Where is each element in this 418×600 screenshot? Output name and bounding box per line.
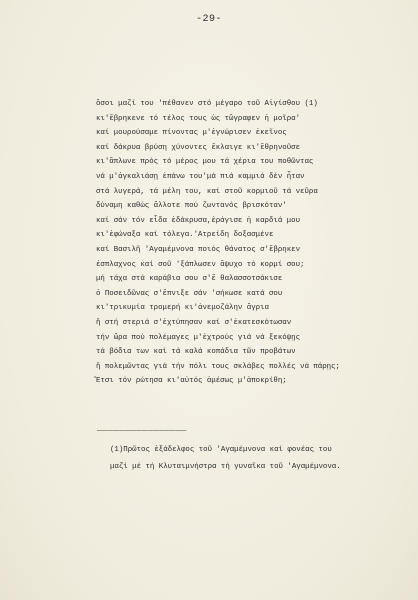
poem-line: κι'τρικυμία τρομερή κι'ἀνεμοζάλην ἄγρια	[96, 304, 269, 313]
poem-line: ἐσπλαχνος καί σοῦ 'ξάπλωσεν ἄψυχο τό κορμί σου;	[96, 260, 305, 269]
page-number: -29-	[195, 14, 222, 25]
poem-line: καί σάν τόν εἶδα ἐδάκρυσα,ἐράγισε ἡ καρδιά μου	[96, 216, 301, 225]
poem-line: καί δάκρυα βρύση χύνοντες ἔκλαιγε κι'ἔθρηνοῦσε	[96, 143, 301, 152]
poem-line: κι'ἅπλωνε πρός τό μέρος μου τά χέρια του ποθῶντας	[96, 158, 314, 167]
poem-line: καί μουρούσαμε πίνοντας μ'ἐγνώρισεν ἐκεῖνος	[96, 129, 287, 138]
poem-line: ὁ Ποσειδῶνας σ'ἔπνιξε σάν 'σήκωσε κατά σου	[96, 289, 283, 298]
poem-line: ἤ πολεμῶντας γιά τήν πόλι τους σκλάβες πολλές νά πάρῃς;	[96, 362, 340, 371]
poem-line: τά βόδια των καί τά καλά κοπάδια τῶν προβάτων	[96, 348, 296, 357]
poem-line: ἤ στή στεριά σ'ἐχτύπησαν καί σ'ἐκατεσκότωσαν	[96, 318, 292, 327]
poem-line: δύναμη καθώς ἄλλοτε πού ζωντανός βρισκόταν'	[96, 202, 287, 211]
poem-line: ὅσοι μαζί του 'πέθανεν στό μέγαρο τοῦ Αἰγίσθου (1)	[96, 100, 318, 108]
footnote-line: μαζί μέ τή Κλυταιμνήστρα τή γυναῖκα τοῦ 'Αγαμέμνονα.	[110, 463, 341, 471]
poem-line: μή τάχα στά καράβια σου σ'ἔ θαλασσοτσάκισε	[96, 275, 283, 284]
poem-line: στά λυγερά, τά μέλη του, καί στοῦ κορμιοῦ τά νεῦρα	[96, 187, 318, 196]
footnote	[110, 442, 410, 476]
poem-line: κι'ἐφώναξα καί τόλεγα.'Ατρείδη δοξασμένε	[96, 231, 274, 240]
poem-line: νά μ'ἀγκαλιάσῃ ἐπάνω του'μά πιά καμμιά δέν ἦταν	[96, 172, 305, 181]
poem-line: Ἔτσι τόν ρώτησα κι'αὐτός ἀμέσως μ'ἀποκρίθη;	[96, 377, 287, 386]
poem-body	[96, 97, 396, 389]
poem-line: τήν ὥρα πού πολέμαγες μ'ἐχτρούς γιά νά ξεκόψῃς	[96, 333, 301, 342]
footnote-line: (1)Πρῶτος ἐξάδελφος τοῦ 'Αγαμέμνονα καί φονέας του	[110, 446, 332, 454]
poem-line: κι'ἔβρηκενε τό τέλος τους ὡς τὤγραφεν ἡ μοῖρα'	[96, 114, 301, 123]
poem-line: καί Βασιλῆ 'Αγαμέμνονα ποιός θάνατος σ'ἔβρηκεν	[96, 245, 301, 254]
footnote-separator: ________________	[97, 423, 187, 433]
